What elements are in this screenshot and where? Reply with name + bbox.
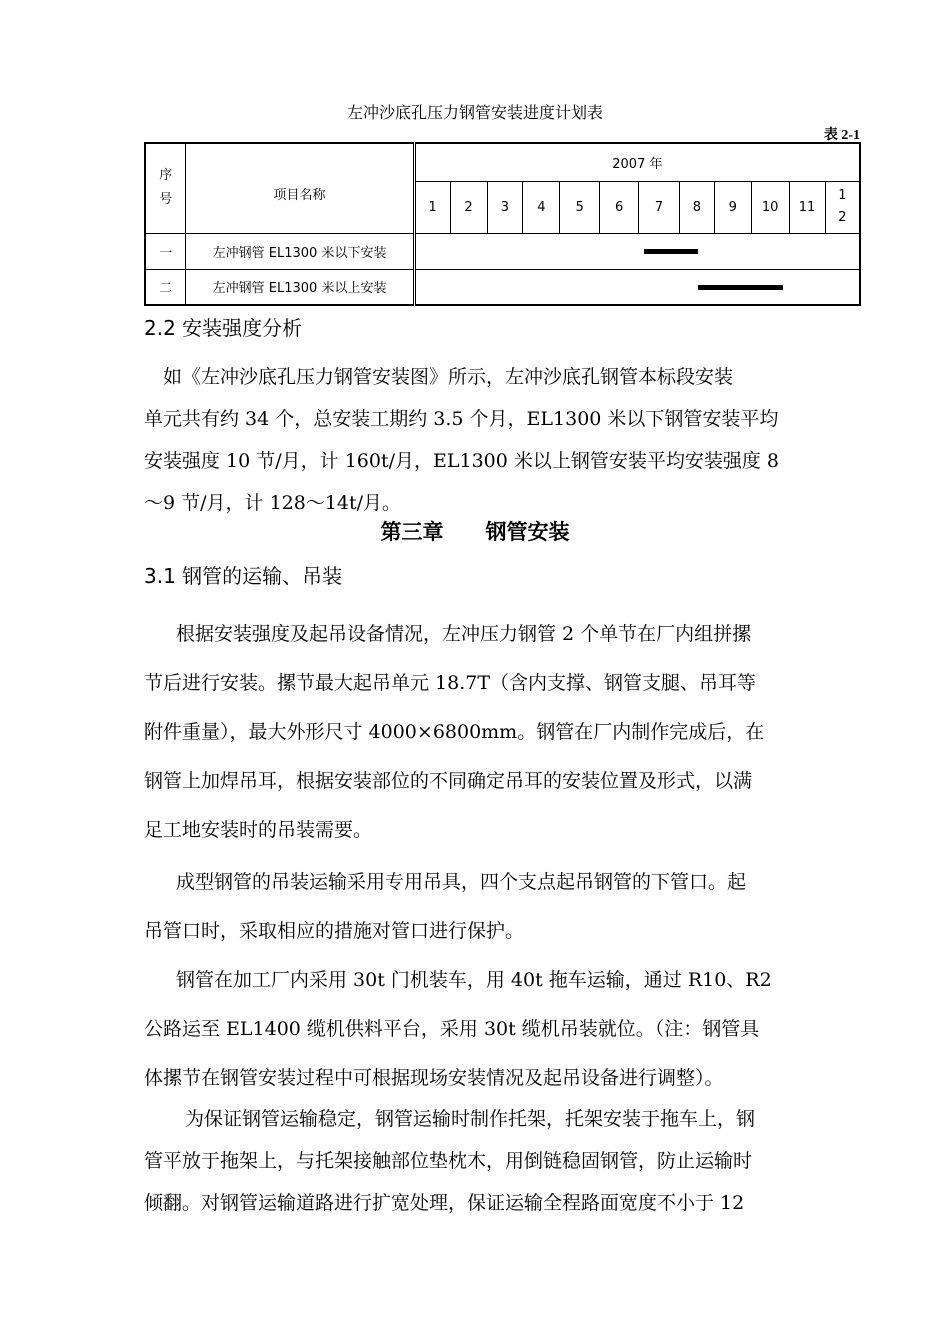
text-line: 根据安装强度及起吊设备情况，左冲压力钢管 2 个单节在厂内组拼摞 bbox=[176, 623, 752, 645]
text-line: 单元共有约 34 个，总安装工期约 3.5 个月，EL1300 米以下钢管安装平均 bbox=[144, 408, 779, 430]
row-seq: 一 bbox=[145, 233, 186, 269]
month-cell: 4 bbox=[523, 181, 560, 233]
text-line: 公路运至 EL1400 缆机供料平台，采用 30t 缆机吊装就位。（注：钢管具 bbox=[144, 1018, 760, 1040]
text-line: 足工地安装时的吊装需要。 bbox=[144, 819, 373, 841]
table-row bbox=[145, 269, 860, 305]
month-cell: 1 bbox=[414, 181, 450, 233]
month-cell: 5 bbox=[560, 181, 600, 233]
paragraph-3-1-1 bbox=[144, 610, 860, 855]
text-line: 附件重量），最大外形尺寸 4000×6800mm。钢管在厂内制作完成后，在 bbox=[144, 721, 765, 743]
text-line: 钢管上加焊吊耳，根据安装部位的不同确定吊耳的安装位置及形式，以满 bbox=[144, 770, 753, 792]
gantt-track bbox=[414, 269, 860, 305]
paragraph-2-2 bbox=[144, 356, 860, 524]
text-line: 吊管口时，采取相应的措施对管口进行保护。 bbox=[144, 920, 525, 942]
schedule-table bbox=[144, 142, 861, 306]
month-cell: 6 bbox=[600, 181, 639, 233]
month-cell: 10 bbox=[751, 181, 789, 233]
paragraph-3-1-4 bbox=[144, 1098, 860, 1224]
month-cell: 8 bbox=[679, 181, 714, 233]
section-heading-3-1: 3.1 钢管的运输、吊装 bbox=[144, 564, 343, 588]
month-cell: 12 bbox=[825, 181, 860, 233]
section-heading-2-2: 2.2 安装强度分析 bbox=[144, 316, 303, 340]
row-seq: 二 bbox=[145, 269, 186, 305]
month-cell: 11 bbox=[789, 181, 825, 233]
gantt-bar bbox=[644, 249, 698, 254]
gantt-bar bbox=[698, 285, 783, 290]
month-cell: 9 bbox=[714, 181, 751, 233]
table-title: 左冲沙底孔压力钢管安装进度计划表 bbox=[346, 103, 603, 122]
text-line: 安装强度 10 节/月，计 160t/月，EL1300 米以上钢管安装平均安装强度 8 bbox=[144, 450, 780, 472]
name-header: 项目名称 bbox=[186, 143, 414, 233]
text-line: ～9 节/月，计 128～14t/月。 bbox=[144, 492, 402, 514]
month-cell: 7 bbox=[639, 181, 680, 233]
gantt-track bbox=[414, 233, 860, 269]
text-line: 倾翻。对钢管运输道路进行扩宽处理，保证运输全程路面宽度不小于 12 bbox=[144, 1192, 745, 1214]
table-number: 表 2-1 bbox=[823, 128, 860, 143]
text-line: 管平放于拖架上，与托架接触部位垫枕木，用倒链稳固钢管，防止运输时 bbox=[144, 1150, 753, 1172]
month-cell: 3 bbox=[487, 181, 523, 233]
text-line: 成型钢管的吊装运输采用专用吊具，四个支点起吊钢管的下管口。起 bbox=[176, 871, 747, 893]
text-line: 如《左冲沙底孔压力钢管安装图》所示，左冲沙底孔钢管本标段安装 bbox=[144, 366, 734, 388]
seq-header: 序号 bbox=[145, 143, 186, 233]
text-line: 节后进行安装。摞节最大起吊单元 18.7T（含内支撑、钢管支腿、吊耳等 bbox=[144, 672, 757, 694]
table-header-row bbox=[145, 143, 860, 181]
chapter-title: 第三章 钢管安装 bbox=[380, 520, 570, 544]
row-name: 左冲钢管 EL1300 米以下安装 bbox=[186, 233, 414, 269]
paragraph-3-1-2 bbox=[144, 858, 860, 956]
text-line: 钢管在加工厂内采用 30t 门机装车，用 40t 拖车运输，通过 R10、R2 bbox=[176, 969, 772, 991]
text-line: 体摞节在钢管安装过程中可根据现场安装情况及起吊设备进行调整）。 bbox=[144, 1067, 724, 1089]
paragraph-3-1-3 bbox=[144, 956, 860, 1103]
text-line: 为保证钢管运输稳定，钢管运输时制作托架，托架安装于拖车上，钢 bbox=[166, 1108, 756, 1130]
year-header: 2007 年 bbox=[414, 143, 860, 181]
table-row bbox=[145, 233, 860, 269]
row-name: 左冲钢管 EL1300 米以上安装 bbox=[186, 269, 414, 305]
month-cell: 2 bbox=[450, 181, 487, 233]
